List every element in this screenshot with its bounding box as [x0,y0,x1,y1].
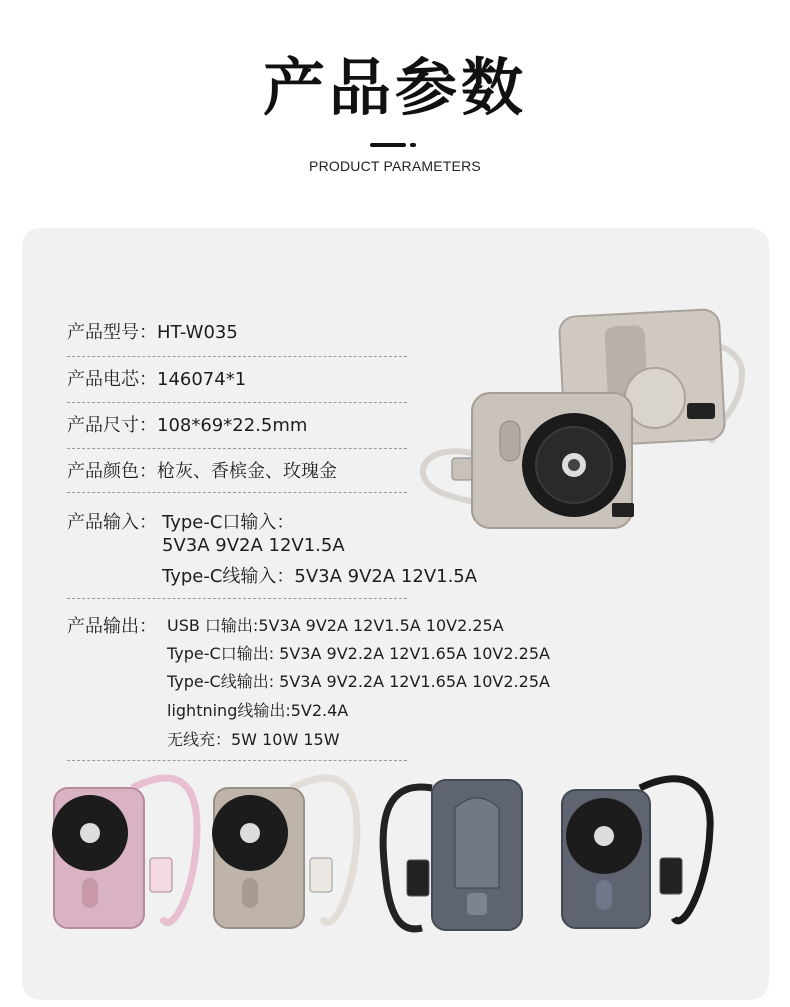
spec-value: 146074*1 [157,369,247,390]
spec-value: 108*69*22.5mm [157,415,308,436]
spec-output-line: Type-C口输出: 5V3A 9V2.2A 12V1.65A 10V2.25A [167,644,550,663]
title-underline [370,143,406,147]
spec-row-colors [67,457,407,483]
spec-input-line: Type-C线输入：5V3A 9V2A 12V1.5A [162,566,478,587]
divider [67,448,407,449]
rose-gold-power-bank-image [52,778,197,928]
page-header [0,0,790,210]
spec-input-line: 5V3A 9V2A 12V1.5A [162,535,345,556]
spec-label: 产品型号： [67,322,157,343]
divider [67,760,407,761]
spec-value: HT-W035 [157,322,238,343]
page-title: 产品参数 [262,51,527,124]
spec-row-output [67,612,550,752]
champagne-power-bank-image [212,778,357,928]
title-underline-dot [410,143,416,147]
divider [67,356,407,357]
spec-label: 产品尺寸： [67,415,157,436]
spec-label: 产品输出： [67,616,157,637]
spec-value: 枪灰、香槟金、玫瑰金 [157,461,337,482]
spec-label: 产品输入： [67,512,157,533]
spec-card [22,228,769,1000]
spec-label: 产品电芯： [67,369,157,390]
gunmetal-power-bank-image [562,779,710,928]
page-subtitle: PRODUCT PARAMETERS [309,158,481,174]
spec-output-line: 无线充：5W 10W 15W [167,730,340,749]
spec-input-line: Type-C口输入： [162,512,295,533]
power-bank-front [423,393,634,528]
spec-output-line: lightning线输出:5V2.4A [167,701,349,720]
spec-output-line: Type-C线输出: 5V3A 9V2.2A 12V1.65A 10V2.25A [167,672,550,691]
spec-row-cell [67,365,407,391]
spec-row-model [67,318,407,344]
spec-row-size [67,411,407,437]
spec-output-line: USB 口输出:5V3A 9V2A 12V1.5A 10V2.25A [167,616,504,635]
divider [67,402,407,403]
spec-row-input [67,508,478,588]
divider [67,598,407,599]
gray-stand-power-bank-image [383,780,522,930]
divider [67,492,407,493]
power-bank-pair-image [412,303,752,563]
spec-label: 产品颜色： [67,461,157,482]
color-lineup-image [22,768,769,968]
